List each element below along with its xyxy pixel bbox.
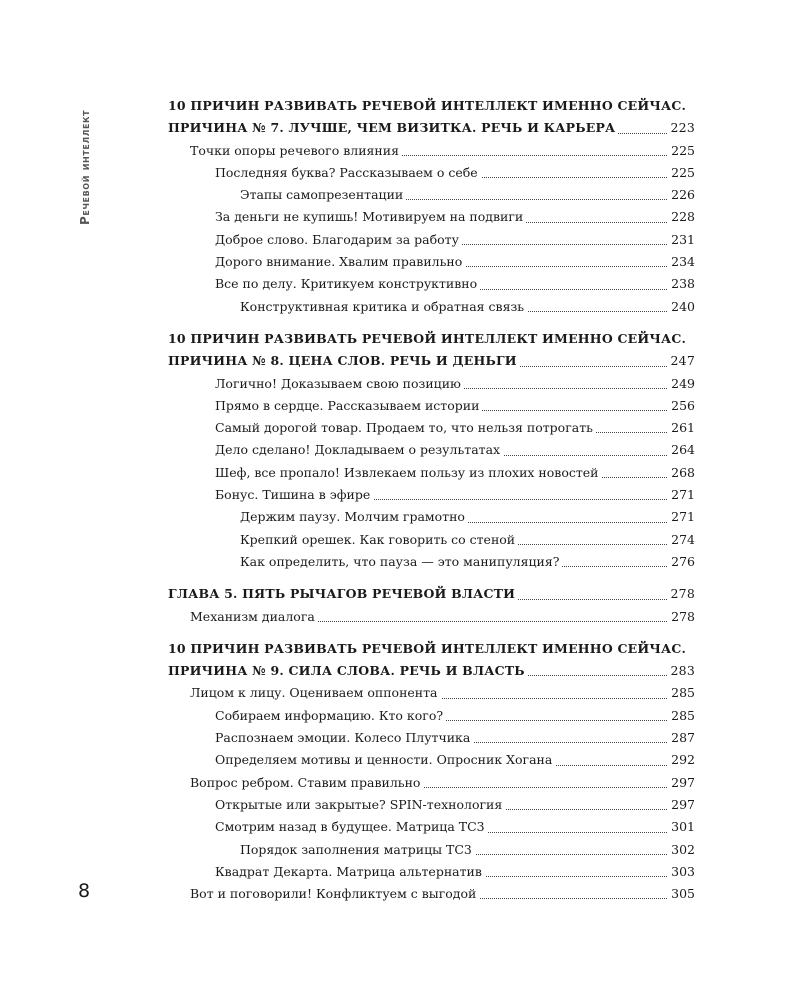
page-ref: 225 [668, 140, 695, 162]
chapter-heading-line [168, 660, 695, 682]
toc-entry-title: Конструктивная критика и обратная связь [240, 299, 527, 314]
page-ref: 247 [668, 350, 695, 372]
page-ref: 301 [668, 816, 695, 838]
page-ref: 240 [668, 296, 695, 318]
chapter-heading-text: ПРИЧИНА № 8. ЦЕНА СЛОВ. РЕЧЬ И ДЕНЬГИ [168, 353, 520, 368]
toc-entry [215, 373, 695, 395]
chapter-heading-text: ПРИЧИНА № 9. СИЛА СЛОВА. РЕЧЬ И ВЛАСТЬ [168, 663, 528, 678]
toc-entry [215, 251, 695, 273]
page-ref: 297 [668, 794, 695, 816]
page-ref: 249 [668, 373, 695, 395]
toc-entry [215, 816, 695, 838]
toc-entry [190, 606, 695, 628]
chapter-heading-line [168, 328, 695, 350]
toc-entry [215, 705, 695, 727]
toc-entry-title: Бонус. Тишина в эфире [215, 487, 373, 502]
table-of-contents [168, 95, 695, 905]
chapter-heading-text: 10 ПРИЧИН РАЗВИВАТЬ РЕЧЕВОЙ ИНТЕЛЛЕКТ ИМЕННО СЕЙЧАС. [168, 98, 689, 113]
page-ref: 285 [668, 705, 695, 727]
toc-entry-title: Дело сделано! Докладываем о результатах [215, 442, 503, 457]
chapter-heading-line [168, 583, 695, 605]
toc-entry-title: Порядок заполнения матрицы ТС3 [240, 842, 475, 857]
toc-entry [240, 551, 695, 573]
page-ref: 231 [668, 229, 695, 251]
page-ref: 303 [668, 861, 695, 883]
toc-entry [190, 140, 695, 162]
toc-entry-title: За деньги не купишь! Мотивируем на подвиги [215, 209, 526, 224]
running-header-text: Речевой интеллект [78, 109, 92, 225]
toc-entry [215, 861, 695, 883]
toc-entry-title: Смотрим назад в будущее. Матрица ТС3 [215, 819, 488, 834]
toc-entry [215, 462, 695, 484]
toc-entry [240, 506, 695, 528]
chapter-heading-text: ГЛАВА 5. ПЯТЬ РЫЧАГОВ РЕЧЕВОЙ ВЛАСТИ [168, 586, 518, 601]
page-ref: 226 [668, 184, 695, 206]
page-ref: 223 [668, 117, 695, 139]
toc-entry-title: Самый дорогой товар. Продаем то, что нельзя потрогать [215, 420, 596, 435]
chapter-heading-text: ПРИЧИНА № 7. ЛУЧШЕ, ЧЕМ ВИЗИТКА. РЕЧЬ И КАРЬЕРА [168, 120, 618, 135]
toc-entry-title: Этапы самопрезентации [240, 187, 406, 202]
toc-entry [240, 184, 695, 206]
toc-entry [240, 296, 695, 318]
chapter-heading-line [168, 117, 695, 139]
chapter-heading-line [168, 638, 695, 660]
toc-entry-title: Логично! Доказываем свою позицию [215, 376, 464, 391]
page-ref: 292 [668, 749, 695, 771]
toc-entry [215, 162, 695, 184]
toc-entry [190, 772, 695, 794]
page-ref: 225 [668, 162, 695, 184]
toc-entry-title: Квадрат Декарта. Матрица альтернатив [215, 864, 485, 879]
toc-entry-title: Прямо в сердце. Рассказываем истории [215, 398, 482, 413]
toc-entry-title: Шеф, все пропало! Извлекаем пользу из плохих новостей [215, 465, 602, 480]
page-ref: 287 [668, 727, 695, 749]
page-ref: 271 [668, 484, 695, 506]
page-ref: 256 [668, 395, 695, 417]
toc-entry-title: Как определить, что пауза — это манипуляция? [240, 554, 562, 569]
page-ref: 283 [668, 660, 695, 682]
page-ref: 285 [668, 682, 695, 704]
page-ref: 238 [668, 273, 695, 295]
chapter-heading-text: 10 ПРИЧИН РАЗВИВАТЬ РЕЧЕВОЙ ИНТЕЛЛЕКТ ИМЕННО СЕЙЧАС. [168, 331, 689, 346]
page-ref: 278 [668, 583, 695, 605]
toc-chapter-heading [168, 328, 695, 373]
toc-entry [240, 839, 695, 861]
toc-entry [215, 395, 695, 417]
page-number: 8 [78, 880, 91, 902]
toc-entry-title: Открытые или закрытые? SPIN-технология [215, 797, 505, 812]
toc-entry-title: Крепкий орешек. Как говорить со стеной [240, 532, 518, 547]
page-ref: 305 [668, 883, 695, 905]
toc-entry-title: Вопрос ребром. Ставим правильно [190, 775, 423, 790]
chapter-heading-text: 10 ПРИЧИН РАЗВИВАТЬ РЕЧЕВОЙ ИНТЕЛЛЕКТ ИМЕННО СЕЙЧАС. [168, 641, 689, 656]
toc-entry [215, 273, 695, 295]
toc-entry-title: Держим паузу. Молчим грамотно [240, 509, 468, 524]
chapter-heading-line [168, 95, 695, 117]
toc-entry-title: Собираем информацию. Кто кого? [215, 708, 446, 723]
toc-entry [215, 727, 695, 749]
page-ref: 276 [668, 551, 695, 573]
toc-entry-title: Все по делу. Критикуем конструктивно [215, 276, 480, 291]
toc-entry-title: Распознаем эмоции. Колесо Плутчика [215, 730, 473, 745]
page-ref: 228 [668, 206, 695, 228]
toc-entry [215, 439, 695, 461]
toc-entry-title: Механизм диалога [190, 609, 318, 624]
page-ref: 302 [668, 839, 695, 861]
toc-entry [215, 417, 695, 439]
page-ref: 264 [668, 439, 695, 461]
toc-entry [215, 206, 695, 228]
page-ref: 268 [668, 462, 695, 484]
toc-chapter-heading [168, 583, 695, 605]
toc-chapter-heading [168, 638, 695, 683]
chapter-heading-line [168, 350, 695, 372]
toc-entry-title: Доброе слово. Благодарим за работу [215, 232, 462, 247]
toc-entry [190, 682, 695, 704]
toc-entry [215, 229, 695, 251]
page-ref: 271 [668, 506, 695, 528]
toc-entry-title: Определяем мотивы и ценности. Опросник Хогана [215, 752, 555, 767]
toc-entry-title: Вот и поговорили! Конфликтуем с выгодой [190, 886, 479, 901]
toc-entry-title: Последняя буква? Рассказываем о себе [215, 165, 481, 180]
page-ref: 297 [668, 772, 695, 794]
toc-entry [190, 883, 695, 905]
toc-entry-title: Точки опоры речевого влияния [190, 143, 402, 158]
running-header [78, 95, 102, 225]
toc-chapter-heading [168, 95, 695, 140]
page-ref: 261 [668, 417, 695, 439]
toc-entry [215, 484, 695, 506]
page-ref: 278 [668, 606, 695, 628]
toc-entry [215, 794, 695, 816]
toc-entry [240, 529, 695, 551]
page-ref: 234 [668, 251, 695, 273]
toc-entry-title: Лицом к лицу. Оцениваем оппонента [190, 685, 441, 700]
toc-entry [215, 749, 695, 771]
page-ref: 274 [668, 529, 695, 551]
toc-entry-title: Дорого внимание. Хвалим правильно [215, 254, 465, 269]
